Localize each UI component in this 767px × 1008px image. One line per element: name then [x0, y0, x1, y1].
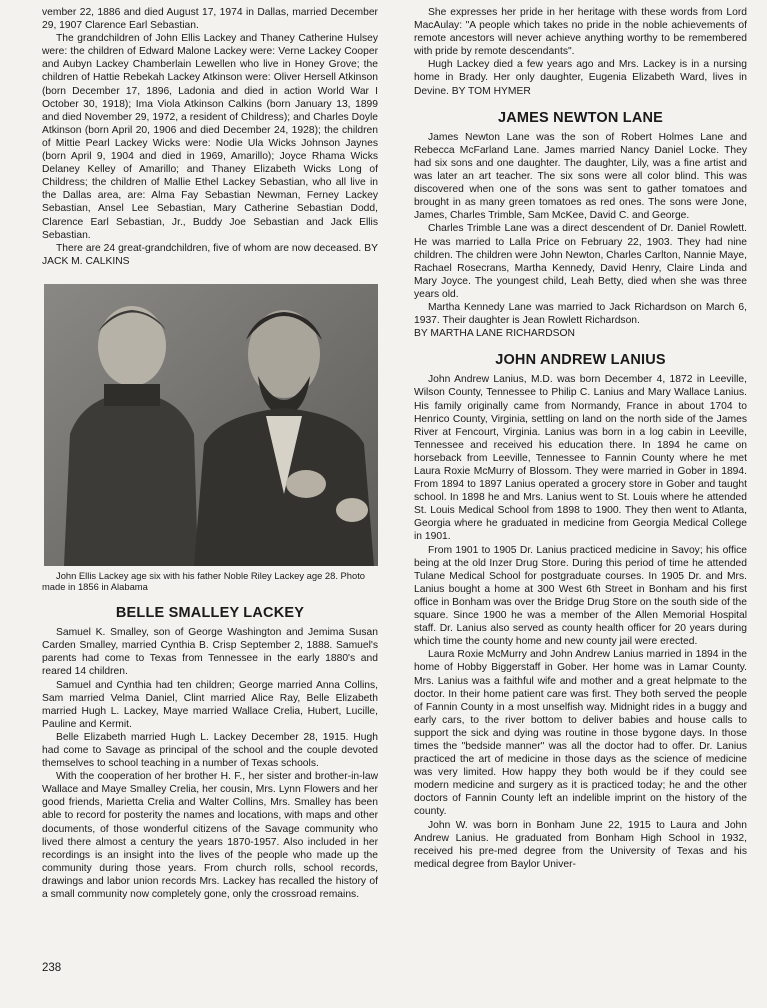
paragraph-intro: vember 22, 1886 and died August 17, 1974 in Dallas, married December 29, 1907 Clarence Earl Sebastian. [42, 7, 378, 32]
byline-hymer: BY TOM HYMER [451, 85, 531, 97]
photo-illustration [44, 284, 378, 566]
heading-john-andrew-lanius: JOHN ANDREW LANIUS [495, 352, 666, 369]
paragraph-james-1: James Newton Lane was the son of Robert Holmes Lane and Rebecca McFarland Lane. James married Nancy Daniel Locke. They had six sons and one daughter. The daughter, Lily, was a fine artist and was later an art teacher. The six sons were all color blind. This was discovered when one of the sons was sent to gather tomatoes and brought in as many green tomatoes as red ones. The sons were Jone, James, Charles Trimble, Sam McKee, David C. and George. [414, 131, 747, 222]
photo-caption: John Ellis Lackey age six with his father Noble Riley Lackey age 28. Photo made in 1856 in Alabama [42, 569, 366, 593]
paragraph-john-4: John W. was born in Bonham June 22, 1915 to Laura and John Andrew Lanius. He graduated from Bonham High School in 1932, received his pre-med degree from the University of Texas and his medical degree from Baylor Univer- [414, 819, 747, 870]
paragraph-james-2: Charles Trimble Lane was a direct descendent of Dr. Daniel Rowlett. He was married to Lalla Price on February 22, 1903. They had nine children. The children were John Newton, Charles Carlton, Nannie Maye, Rachael Rosecrans, Martha Kennedy, David Henry, Claire Linda and Mary Joyce. The youngest child, Leah Betty, died when she was three years old. [414, 223, 747, 300]
heading-james-newton-lane: JAMES NEWTON LANE [497, 109, 664, 126]
right-column [414, 6, 747, 871]
paragraph-grandchildren: The grandchildren of John Ellis Lackey and Thaney Catherine Hulsey were: the children of Edward Malone Lackey were: Verne Lackey Cooper and Aubyn Lackey Chamberlain Lewellen who live in Honey Grove; the children of Hattie Rebekah Lackey Atkinson were: Oliver Hersell Atkinson (born December 17, 1896, Ladonia and died in action World War I October 30, 1918); Ima Viola Atkinson Calkins (born January 13, 1899 and died November 29, 1972, a resident of Childress); and Charles Doyle Atkinson (born April 20, 1906 and died December 24, 1928); the children of Mittie Pearl Lackey Wicks were: Nodie Ula Wicks Johnson Jaynes (born April 9, 1904 and died in 1969, Amarillo); Joyce Rhama Wicks Delaney Kelley of Amarillo; and Thaney Elizabeth Wicks Long of Childress; the children of Mallie Ethel Lackey Sebastian, who all live in the Dallas area, are: Alma Fay Sebastian Newman, Ferney Lackey Sebastian, Ansel Lee Sebastian, Mary Catherine Sebastian Dodd, Clarence Earl Sebastian, Jr., Buddy Joe Sebastian and Jack Ellis Sebastian. [42, 33, 378, 241]
paragraph-belle-2: Samuel and Cynthia had ten children; George married Anna Collins, Sam married Velma Daniel, Clint married Alice Ray, Belle Elizabeth married Hugh L. Lackey, Maye married Wallace Crelia, Hubert, Lucille, Pauline and Kermit. [42, 679, 378, 730]
paragraph-john-2: From 1901 to 1905 Dr. Lanius practiced medicine in Savoy; his office being at the old Inzer Drug Store. During this period of time he attended Tulane Medical School for postgraduate courses. In 1905 Dr. and Mrs. Lanius bought a home at 300 West 6th Street in Bonham and his first office in Bonham was over the Bridge Drug Store on the south side of the square. Since 1900 he was a member of the Allen Memorial Hospital staff. Dr. Lanius also served as county health officer for 20 years during which time the county home and new county jail were erected. [414, 544, 747, 648]
byline-calkins: BY JACK M. CALKINS [42, 242, 378, 267]
paragraph-belle-3: Belle Elizabeth married Hugh L. Lackey December 28, 1915. Hugh had come to Savage as principal of the school and the couple devoted themselves to school teaching in a number of Texas schools. [42, 731, 378, 770]
family-photo [44, 284, 378, 566]
paragraph-great-grandchildren [42, 242, 378, 268]
left-column [42, 6, 378, 901]
great-grandchildren-text: There are 24 great-grandchildren, five of whom are now deceased. [56, 242, 362, 254]
paragraph-belle-4: With the cooperation of her brother H. F., her sister and brother-in-law Wallace and Maye Smalley Crelia, her cousin, Mrs. Lynn Flowers and her good friends, Marietta Crelia and Walter Collins, Mrs. Smalley has been able to record for posterity the names and locations, with maps and other documents, of those wonderful citizens of the Savage community who lived there almost a century the years 1870-1957. Also included in her recordings is an insight into the lives of the people who made up the community during those years. From church rolls, school records, drawings and labor union records Mrs. Lackey has recalled the history of a small community now completely gone, only the crossroad remains. [42, 771, 378, 901]
heading-belle-smalley-lackey: BELLE SMALLEY LACKEY [115, 605, 305, 622]
paragraph-james-3: Martha Kennedy Lane was married to Jack Richardson on March 6, 1937. Their daughter is Jean Rowlett Richardson. [414, 301, 747, 327]
paragraph-belle-1: Samuel K. Smalley, son of George Washington and Jemima Susan Carden Smalley, married Cynthia B. Crisp September 2, 1888. Samuel's parents had come to Texas from Tennessee in the early 1880's and reared 14 children. [42, 627, 378, 678]
paragraph-john-1: John Andrew Lanius, M.D. was born December 4, 1872 in Leeville, Wilson County, Tennessee to Philip C. Lanius and Mary Wallace Lanius. His family originally came from Normandy, France in about 1704 to Henrico County, Virginia, settling on land on the north side of the James River at Fencourt, Virginia. Lanius was born in a log cabin in Leeville, Tennessee and received his education there. In 1894 he came on horseback from Leeville, Tennessee to Fannin County where he met Laura Roxie McMurry of Blossom. They were married in Gober in 1894. From 1894 to 1897 Lanius operated a grocery store in Gober and taught school. In 1898 he and Mrs. Lanius went to St. Louis where he attended St. Louis Medical School from 1898 to 1900. They then went to Atlanta, Georgia where he graduated in medicine from Georgia Medical College in 1901. [414, 374, 747, 543]
hugh-text: Hugh Lackey died a few years ago and Mrs. Lackey is in a nursing home in Brady. Her only daughter, Eugenia Elizabeth Ward, lives in Devine. [414, 59, 747, 97]
page-number: 238 [42, 962, 62, 974]
paragraph-pride: She expresses her pride in her heritage with these words from Lord MacAulay: "A people which takes no pride in the noble achievements of remote ancestors will never achieve anything worthy to be remembered with pride by remote descendants". [414, 7, 747, 58]
paragraph-john-3: Laura Roxie McMurry and John Andrew Lanius married in 1894 in the home of Hobby Biggerstaff in Gober. Her home was in Lamar County. Mrs. Lanius was a faithful wife and mother and a great helpmate to the doctor. In their home patient care was first. They both served the people of Fannin County in a most unselfish way. Midnight rides in a buggy and early cars, to the river bottom to deliver babies and house calls to support the sick and dying was routine in those bygone days. In those times the "bedside manner" was all the doctor had to offer. Dr. Lanius practiced the art of medicine in those days as the science of medicine was very limited. How happy they both would be if they could see modern medicine and surgery as it is practiced today; he and the other doctors of Fannin County left an indelible imprint on the history of the county. [414, 649, 747, 818]
byline-richardson: BY MARTHA LANE RICHARDSON [414, 328, 575, 340]
paragraph-hugh [414, 58, 747, 97]
